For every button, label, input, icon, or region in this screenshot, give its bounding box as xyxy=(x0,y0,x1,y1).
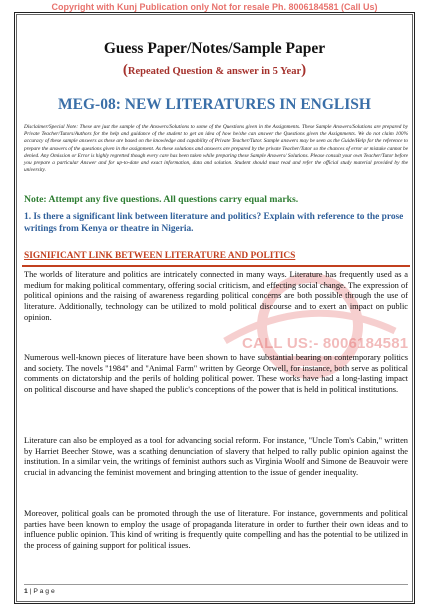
subtitle-paren-open: ( xyxy=(122,62,128,78)
section-heading-rule xyxy=(22,265,410,267)
instruction-note: Note: Attempt any five questions. All questions carry equal marks. xyxy=(24,194,299,205)
course-title: MEG-08: NEW LITERATURES IN ENGLISH xyxy=(58,96,371,113)
subtitle-paren-close: ) xyxy=(301,62,307,78)
page-separator: | xyxy=(27,588,34,595)
document-subtitle xyxy=(0,62,429,79)
copyright-banner: Copyright with Kunj Publication only Not for resale Ph. 8006184581 (Call Us) xyxy=(51,2,378,12)
watermark-phone: CALL US:- 8006184581 xyxy=(242,335,409,352)
page-footer xyxy=(24,584,408,595)
section-heading: SIGNIFICANT LINK BETWEEN LITERATURE AND POLITICS xyxy=(24,251,296,261)
answer-paragraph-2: Numerous well-known pieces of literature have been shown to have substantial bearing on contemporary politics and society. The novels "1984" and "Animal Farm" written by George Orwell, for instance, both serve as political comments on dictatorship and the perils of holding political power. These works have had a long-lasting impact on political discourse and have shaped the public's conceptions of the power that is held in political institutions. xyxy=(24,353,408,395)
question-text: 1. Is there a significant link between literature and politics? Explain with reference to the prose writings from Kenya or theatre in Nigeria. xyxy=(24,212,404,234)
answer-paragraph-3: Literature can also be employed as a tool for advancing social reform. For instance, "Uncle Tom's Cabin," written by Harriet Beecher Stowe, was a scathing denunciation of slavery that helped to rally public opinion against the institution. In a similar vein, the writings of feminist authors such as Virginia Woolf and Simone de Beauvoir were crucial in advancing the feminist movement and bringing attention to the issue of gender inequality. xyxy=(24,436,408,478)
subtitle-text: Repeated Question & answer in 5 Year xyxy=(127,66,302,77)
answer-paragraph-4: Moreover, political goals can be promoted through the use of literature. For instance, governments and political parties have been known to employ the usage of propaganda literature in order to further their own ideas and to influence public opinion. This kind of writing is frequently quite compelling and has the potential to be utilized in the process of gaining support for political issues. xyxy=(24,509,408,551)
page-label: P a g e xyxy=(33,588,55,595)
page-number: 1 xyxy=(24,588,28,595)
document-title: Guess Paper/Notes/Sample Paper xyxy=(103,40,326,57)
disclaimer-text: Disclaimer/Special Note: These are just the sample of the Answers/Solutions to some of the Questions given in the Assignments. These Sample Answers/Solutions are prepared by Private Teacher/Tutors/Authors for the help and guidance of the student to get an idea of how he/she can answer the Questions given the Assignments. We do not claim 100% accuracy of these sample answers as these are based on the knowledge and capability of Private Teacher/Tutor. Sample answers may be seen as the Guide/Help for the reference to prepare the answers of the questions given in the assignment. As these solutions and answers are prepared by the private Teacher/Tutor so the chances of error or mistake cannot be denied. Any Omission or Error is highly regretted though every care has been taken while preparing these Sample Answers/ Solutions. Please consult your own Teacher/Tutor before you prepare a particular Answer and for up-to-date and exact information, data and solution. Student should must read and refer the official study material provided by the university. xyxy=(24,124,408,174)
answer-paragraph-1: The worlds of literature and politics are intricately connected in many ways. Literature has frequently used as a medium for making political commentary, offering social criticism, and effecting social change. The expression of political opinions and the raising of awareness regarding political concerns are both possible through the use of literature. Additionally, technology can be utilized to mold political discourse and to exert an impact on public opinion. xyxy=(24,270,408,322)
